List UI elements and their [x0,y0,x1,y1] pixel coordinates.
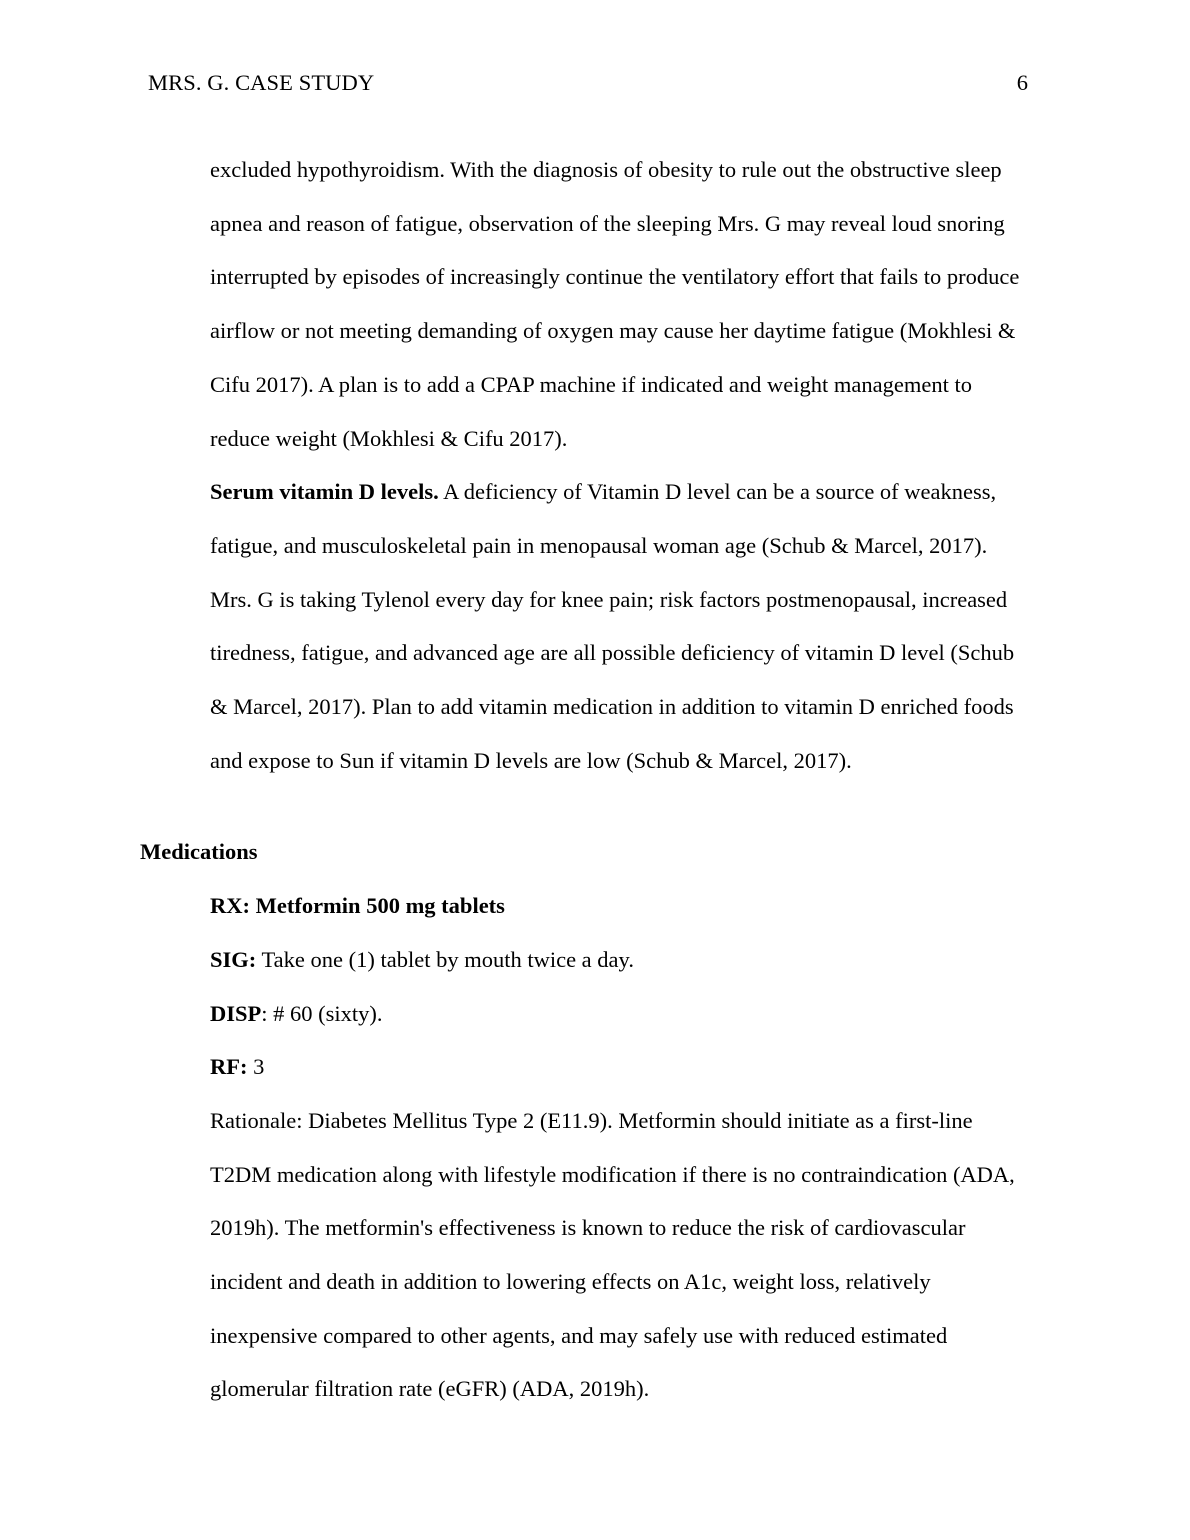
text-line: airflow or not meeting demanding of oxygen may cause her daytime fatigue (Mokhlesi & [210,318,1016,344]
sig-line [210,933,1070,987]
text-line: excluded hypothyroidism. With the diagnosis of obesity to rule out the obstructive sleep [210,157,1002,182]
rf-text: 3 [247,1054,265,1080]
disp-line [210,987,1070,1041]
text-line [210,465,1070,519]
vitamin-d-first-line: A deficiency of Vitamin D level can be a source of weakness, [438,479,997,505]
rf-line [210,1040,1070,1094]
rf-label: RF: [210,1054,248,1080]
medications-heading: Medications [140,839,258,865]
paragraph-sleep-apnea [210,143,1070,465]
sig-label: SIG: [210,946,257,972]
vitamin-d-heading: Serum vitamin D levels. [210,479,439,505]
paragraph-vitamin-d [210,465,1070,787]
document-body [140,143,1070,1416]
text-line: & Marcel, 2017). Plan to add vitamin medication in addition to vitamin D enriched foods [210,694,1014,720]
paragraph-rationale [210,1094,1070,1416]
section-spacer [210,787,1070,825]
text-line: apnea and reason of fatigue, observation of the sleeping Mrs. G may reveal loud snoring [210,210,1005,236]
text-line: 2019h). The metformin's effectiveness is known to reduce the risk of cardiovascular [210,1215,966,1241]
text-line: fatigue, and musculoskeletal pain in menopausal woman age (Schub & Marcel, 2017). [210,532,988,558]
text-line: reduce weight (Mokhlesi & Cifu 2017). [210,425,568,451]
text-line: Mrs. G is taking Tylenol every day for knee pain; risk factors postmenopausal, increased [210,586,1008,612]
text-line: and expose to Sun if vitamin D levels are low (Schub & Marcel, 2017). [210,747,852,773]
text-line: interrupted by episodes of increasingly continue the ventilatory effort that fails to produce [210,264,1020,290]
rx-label: RX: Metformin 500 mg tablets [210,893,505,919]
page-header [148,70,1030,100]
running-head: MRS. G. CASE STUDY [148,70,375,95]
text-line: inexpensive compared to other agents, and may safely use with reduced estimated [210,1322,948,1348]
text-line: glomerular filtration rate (eGFR) (ADA, 2019h). [210,1376,650,1402]
disp-label: DISP [210,1000,262,1026]
sig-text: Take one (1) tablet by mouth twice a day. [256,946,634,972]
text-line: Cifu 2017). A plan is to add a CPAP machine if indicated and weight management to [210,371,972,397]
rx-line [210,879,1070,933]
text-line: tiredness, fatigue, and advanced age are all possible deficiency of vitamin D level (Schub [210,640,1015,666]
disp-text: : # 60 (sixty). [261,1000,383,1026]
text-line: incident and death in addition to lowering effects on A1c, weight loss, relatively [210,1269,931,1295]
text-line: T2DM medication along with lifestyle modification if there is no contraindication (ADA, [210,1161,1015,1187]
text-line: Rationale: Diabetes Mellitus Type 2 (E11.9). Metformin should initiate as a first-line [210,1107,973,1133]
page-number: 6 [1016,70,1028,95]
